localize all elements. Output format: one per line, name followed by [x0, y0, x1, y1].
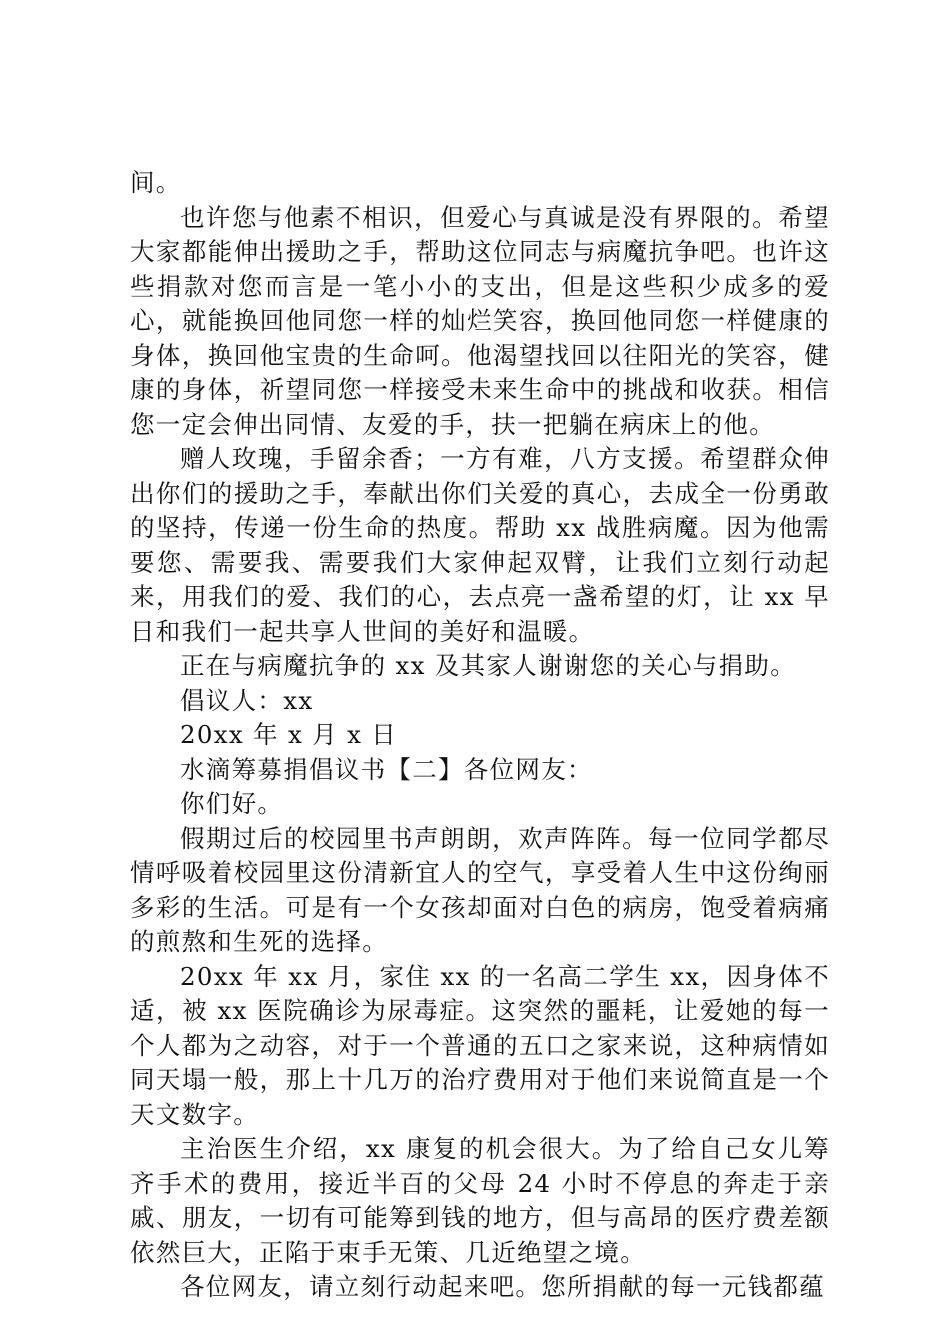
paragraph: 赠人玫瑰，手留余香；一方有难，八方支援。希望群众伸出你们的援助之手，奉献出你们关爱的真心，去成全一份勇敢的坚持，传递一份生命的热度。帮助 xx 战胜病魔。因为他需要您、需要我、需要我们大家伸起双臂，让我们立刻行动起来，用我们的爱、我们的心，去点亮一盏希望的灯，让 xx 早日和我们一起共享人世间的美好和温暖。 — [130, 444, 830, 646]
paragraph: 也许您与他素不相识，但爱心与真诚是没有界限的。希望大家都能伸出援助之手，帮助这位同志与病魔抗争吧。也许这些捐款对您而言是一笔小小的支出，但是这些积少成多的爱心，就能换回他同您一样的灿烂笑容，换回他同您一样健康的身体，换回他宝贵的生命呵。他渴望找回以往阳光的笑容，健康的身体，祈望同您一样接受未来生命中的挑战和收获。相信您一定会伸出同情、友爱的手，扶一把躺在病床上的他。 — [130, 202, 830, 439]
section-heading: 水滴筹募捐倡议书【二】各位网友： — [180, 754, 593, 784]
paragraph: 20xx 年 xx 月，家住 xx 的一名高二学生 xx，因身体不适，被 xx 医院确诊为尿毒症。这突然的噩耗，让爱她的每一个人都为之动容，对于一个普通的五口之家来说，这种病情如同天塌一般，那上十几万的治疗费用对于他们来说简直是一个天文数字。 — [130, 961, 830, 1129]
signature-line: 倡议人：xx — [180, 685, 314, 715]
paragraph: 正在与病魔抗争的 xx 及其家人谢谢您的关心与捐助。 — [180, 651, 797, 680]
paragraph: 假期过后的校园里书声朗朗，欢声阵阵。每一位同学都尽情呼吸着校园里这份清新宜人的空气，享受着人生中这份绚丽多彩的生活。可是有一个女孩却面对白色的病房，饱受着病痛的煎熬和生死的选择。 — [130, 823, 830, 956]
date-line: 20xx 年 x 月 x 日 — [180, 720, 398, 749]
document-body — [130, 166, 830, 1305]
paragraph: 主治医生介绍，xx 康复的机会很大。为了给自己女儿筹齐手术的费用，接近半百的父母 24 小时不停息的奔走于亲戚、朋友，一切有可能筹到钱的地方，但与高昂的医疗费差额依然巨大，正陷于束手无策、几近绝望之境。 — [130, 1134, 830, 1267]
paragraph-continuation: 间。 — [130, 168, 182, 197]
greeting: 你们好。 — [180, 789, 284, 818]
paragraph: 各位网友，请立刻行动起来吧。您所捐献的每一元钱都蕴 — [180, 1272, 825, 1301]
